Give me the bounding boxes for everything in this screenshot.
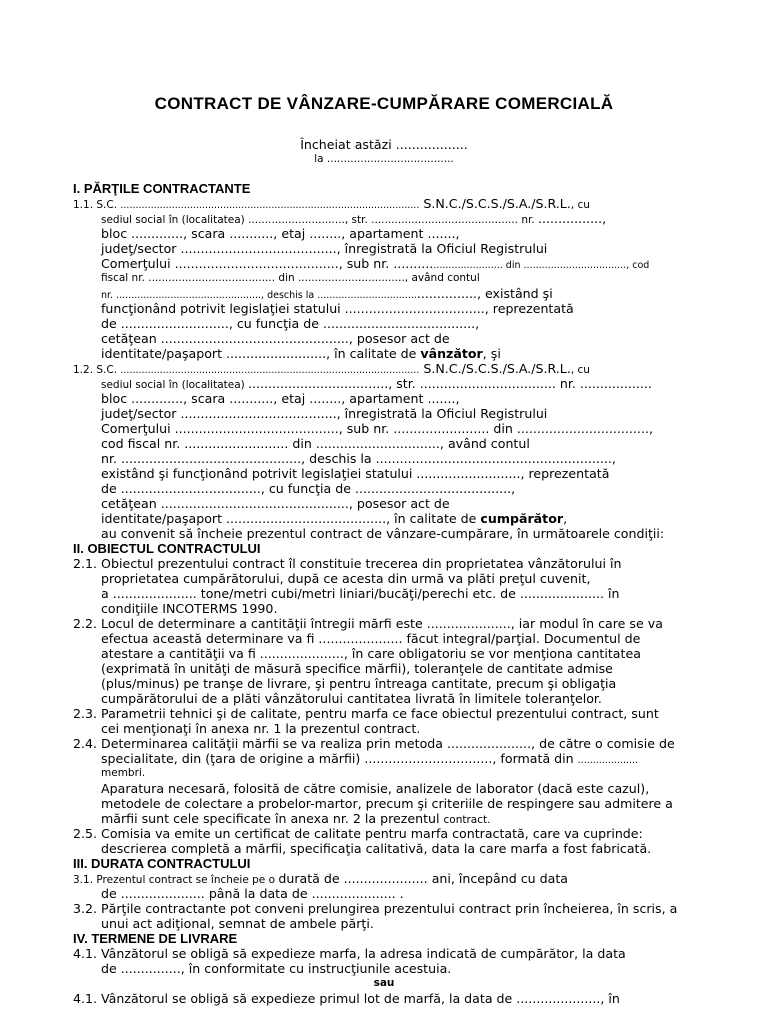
seller-line-4: judeţ/sector ......................................., înregistrată la Oficiul Registrului	[101, 241, 548, 256]
buyer-line-8: existând şi funcţionând potrivit legislaţiei statului .........................., reprezentată	[101, 466, 610, 481]
seller-line-3: bloc ............., scara ..........., etaj ........, apartament .......,	[101, 226, 460, 241]
concluded-place: la ......................................	[314, 153, 454, 165]
buyer-address-text: sediul social în (localitatea)	[101, 379, 249, 391]
contract-title: CONTRACT DE VÂNZARE-CUMPĂRARE COMERCIALĂ	[154, 94, 614, 113]
seller-sc-label: 1.1. S.C.	[73, 199, 121, 211]
article-4-1-alt-line-1: 4.1. Vânzătorul se obligă să expedieze primul lot de marfă, la data de ....................., în	[73, 991, 620, 1006]
buyer-comma: ,	[563, 511, 568, 526]
article-3-1-prefix: 3.1. Prezentul contract se încheie pe o	[73, 874, 279, 886]
buyer-line-10: cetăţean ..............................................., posesor act de	[101, 496, 450, 511]
article-4-1-line-1: 4.1. Vânzătorul se obligă să expedieze marfa, la adresa indicată de cumpărător, la data	[73, 946, 626, 961]
article-2-1-line-2: proprietatea cumpărătorului, după ce acesta din urmă va plăti preţul cuvenit,	[101, 571, 591, 586]
article-2-3-line-2: cei menţionaţi în anexa nr. 1 la prezentul contract.	[101, 721, 421, 736]
or-separator: sau	[373, 977, 395, 989]
seller-line-9: de ..........................., cu funcţia de ......................................,	[101, 316, 480, 331]
article-2-4-annex: mărfii sunt cele specificate în anexa nr. 2 la prezentul	[101, 811, 444, 826]
agreement-line: au convenit să încheie prezentul contract de vânzare-cumpărare, în următoarele condiţii:	[101, 526, 665, 541]
buyer-role: cumpărător	[480, 511, 564, 526]
seller-line-10: cetăţean ..............................................., posesor act de	[101, 331, 450, 346]
article-2-2-line-6: cumpărătorului de a plăti vânzătorului cantitatea livrată în limitele toleranţelor.	[101, 691, 602, 706]
seller-line-6: fiscal nr. ...................................... din ................................, având contul	[101, 272, 480, 284]
seller-name-blank: ...................................................................................................	[120, 200, 420, 211]
buyer-company-type: S.N.C./S.C.S./S.A./S.R.L.	[419, 361, 571, 376]
buyer-with-label: , cu	[570, 364, 590, 376]
buyer-line-9: de ..................................., cu funcţia de .......................................,	[101, 481, 516, 496]
article-2-2-line-4: (exprimată în unităţi de măsură specifice mărfii), toleranţele de cantitate admise	[101, 661, 613, 676]
concluded-date: Încheiat astăzi ..................	[300, 137, 468, 152]
article-3-2-line-2: unui act adiţional, semnat de ambele părţi.	[101, 916, 374, 931]
article-2-5-line-2: descrierea completă a mărfii, specificaţia calitativă, data la care marfa a fost fabricată.	[101, 841, 652, 856]
seller-registry-date: ....................... din .................................., cod	[433, 260, 650, 271]
seller-role: vânzător	[420, 346, 483, 361]
seller-number-blank: ................,	[538, 211, 607, 226]
article-3-2-line-1: 3.2. Părţile contractante pot conveni prelungirea prezentului contract prin încheierea, în scris, a	[73, 901, 678, 916]
article-2-3-line-1: 2.3. Parametrii tehnici şi de calitate, pentru marfa ce face obiectul prezentului contract, sunt	[73, 706, 659, 721]
article-3-1-duration: durată de ..................... ani, începând cu data	[278, 871, 569, 886]
seller-line-8: funcţionând potrivit legislaţiei statului ..................................., reprezentată	[101, 301, 574, 316]
article-2-4-line-4: Aparatura necesară, folosită de către comisie, analizele de laborator (dacă este cazul),	[101, 781, 650, 796]
article-2-4-members-blank: ....................	[577, 755, 639, 766]
buyer-id-text: identitate/paşaport ........................................, în calitate de	[101, 511, 481, 526]
buyer-line-11	[101, 511, 567, 526]
article-2-4-line-1: 2.4. Determinarea calităţii mărfii se va realiza prin metoda ....................., de către o comisie de	[73, 736, 675, 751]
seller-id-text: identitate/paşaport ........................., în calitate de	[101, 346, 421, 361]
article-2-4-line-5: metodele de colectare a probelor-martor, precum şi criteriile de respingere sau admitere a	[101, 796, 673, 811]
section-4-heading: IV. TERMENE DE LIVRARE	[73, 931, 238, 946]
article-2-1-line-1: 2.1. Obiectul prezentului contract îl constituie trecerea din proprietatea vânzătorului în	[73, 556, 622, 571]
seller-registry-text: Comerţului ........................................., sub nr. ..........	[101, 256, 434, 271]
buyer-sc-label: 1.2. S.C.	[73, 364, 121, 376]
article-2-4-contract: contract.	[443, 814, 491, 826]
buyer-line-7: nr. ............................................., deschis la ...........................................................,	[101, 451, 616, 466]
article-4-1-line-2: de ..............., în conformitate cu instrucţiunile acestuia.	[101, 961, 452, 976]
seller-with-label: , cu	[570, 199, 590, 211]
section-2-heading: II. OBIECTUL CONTRACTULUI	[73, 541, 261, 556]
section-1-heading: I. PĂRŢILE CONTRACTANTE	[73, 181, 251, 196]
article-2-2-line-3: atestare a cantităţii va fi ....................., în care obligatoriu se vor menţiona cantitatea	[101, 646, 641, 661]
article-2-5-line-1: 2.5. Comisia va emite un certificat de calitate pentru marfa contractată, care va cuprinde:	[73, 826, 643, 841]
seller-and: , şi	[482, 346, 501, 361]
article-2-2-line-5: (plus/minus) pe tranşe de livrare, şi pentru întreaga cantitate, precum şi obligaţia	[101, 676, 617, 691]
buyer-line-4: judeţ/sector ......................................., înregistrată la Oficiul Registrului	[101, 406, 548, 421]
article-2-2-line-1: 2.2. Locul de determinare a cantităţii întregii mărfi este ....................., iar modul în care se va	[73, 616, 663, 631]
buyer-line-5: Comerţului ........................................., sub nr. ........................ din .................................,	[101, 421, 653, 436]
article-3-1-line-2: de ..................... până la data de ..................... .	[101, 886, 404, 901]
buyer-line-6: cod fiscal nr. .......................... din ..............................., având contul	[101, 436, 530, 451]
article-2-4-line-2	[101, 751, 638, 768]
article-2-4-line-3: membri.	[101, 767, 146, 779]
article-2-4-commission: specialitate, din (ţara de origine a mărfii) ................................, formată din	[101, 751, 578, 766]
section-3-heading: III. DURATA CONTRACTULUI	[73, 856, 251, 871]
seller-account-text: nr. ................................................, deschis la .................................	[101, 290, 417, 301]
article-2-1-line-4: condiţiile INCOTERMS 1990.	[101, 601, 278, 616]
article-2-2-line-2: efectua această determinare va fi ..................... făcut integral/parţial. Documentul de	[101, 631, 641, 646]
buyer-line-3: bloc ............., scara ..........., etaj ........, apartament .......,	[101, 391, 460, 406]
seller-company-type: S.N.C./S.C.S./S.A./S.R.L.	[419, 196, 571, 211]
seller-address-text: sediul social în (localitatea) ............................., str. ............................................ nr.	[101, 214, 539, 226]
article-2-1-line-3: a ..................... tone/metri cubi/metri liniari/bucăţi/perechi etc. de ..................... în	[101, 586, 620, 601]
buyer-address-blank: ..................................., str. .................................. nr. ..................	[248, 376, 652, 391]
buyer-name-blank: ...................................................................................................	[120, 365, 420, 376]
seller-line-11	[101, 346, 501, 361]
seller-existing-text: ..............., existând şi	[416, 286, 553, 301]
